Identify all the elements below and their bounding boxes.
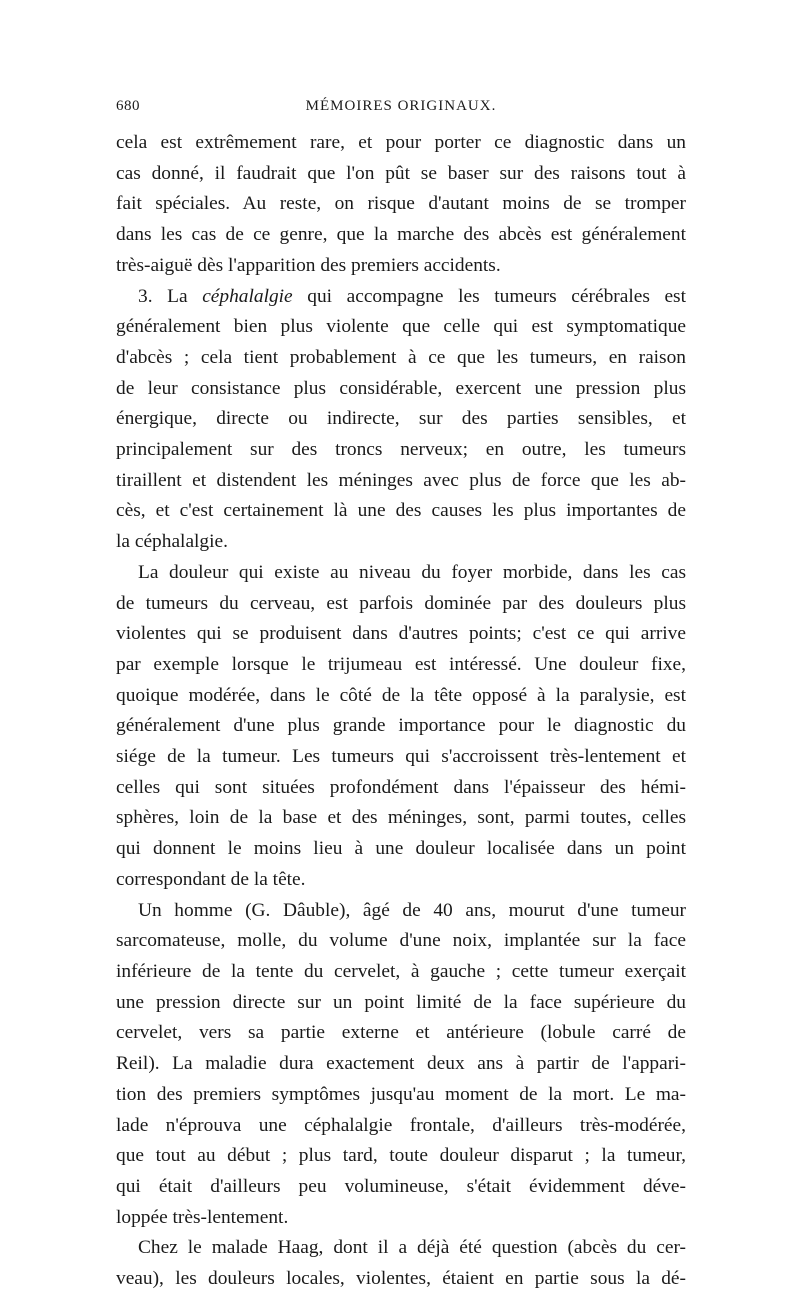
text-line: siége de la tumeur. Les tumeurs qui s'accroissent très-lentement et [116,746,686,768]
text-line: de tumeurs du cerveau, est parfois dominée par des douleurs plus [116,592,686,614]
text-line: d'abcès ; cela tient probablement à ce que les tumeurs, en raison [116,346,686,368]
text-line: correspondant de la tête. [116,868,306,890]
book-page [116,98,686,1295]
italic-term: céphalalgie [202,285,293,307]
text-line: cela est extrêmement rare, et pour porter ce diagnostic dans un [116,132,686,153]
text-line: loppée très-lentement. [116,1206,289,1228]
running-head: MÉMOIRES ORIGINAUX. [305,98,497,114]
paragraph [116,558,686,896]
paragraph-lead-rest: qui accompagne les tumeurs cérébrales est [292,285,686,307]
paragraph [116,1233,686,1294]
text-line: dans les cas de ce genre, que la marche des abcès est généralement [116,224,686,246]
text-line: très-aiguë dès l'apparition des premiers accidents. [116,254,501,276]
page-number: 680 [116,98,140,114]
text-line: celles qui sont situées profondément dans l'épaisseur des hémi- [116,776,686,798]
body-text [116,128,686,1295]
text-line: qui était d'ailleurs peu volumineuse, s'était évidemment déve- [116,1175,686,1197]
text-line: violentes qui se produisent dans d'autres points; c'est ce qui arrive [116,623,686,645]
text-line: cas donné, il faudrait que l'on pût se baser sur des raisons tout à [116,162,686,184]
page-header [116,98,686,128]
paragraph [116,282,686,558]
text-line [116,282,686,313]
text-line: tiraillent et distendent les méninges avec plus de force que les ab- [116,469,686,491]
text-line: par exemple lorsque le trijumeau est intéressé. Une douleur fixe, [116,653,686,675]
text-line: qui donnent le moins lieu à une douleur localisée dans un point [116,838,686,860]
text-line: que tout au début ; plus tard, toute douleur disparut ; la tumeur, [116,1145,686,1167]
text-line: de leur consistance plus considérable, exercent une pression plus [116,377,686,399]
text-line: généralement bien plus violente que celle qui est symptomatique [116,316,686,338]
text-line: veau), les douleurs locales, violentes, étaient en partie sous la dé- [116,1268,686,1290]
text-line: Reil). La maladie dura exactement deux ans à partir de l'appari- [116,1053,686,1075]
text-line: généralement d'une plus grande importance pour le diagnostic du [116,715,686,737]
text-line: tion des premiers symptômes jusqu'au moment de la mort. Le ma- [116,1083,686,1105]
paragraph-lead: 3. La [138,285,203,307]
text-line: La douleur qui existe au niveau du foyer morbide, dans les cas [138,561,686,583]
text-line: fait spéciales. Au reste, on risque d'autant moins de se tromper [116,193,686,215]
text-line: lade n'éprouva une céphalalgie frontale, d'ailleurs très-modérée, [116,1114,686,1136]
text-line: sarcomateuse, molle, du volume d'une noix, implantée sur la face [116,930,686,952]
text-line: la céphalalgie. [116,531,228,553]
text-line: Chez le malade Haag, dont il a déjà été question (abcès du cer- [138,1237,686,1259]
text-line: principalement sur des troncs nerveux; en outre, les tumeurs [116,439,686,461]
text-line: cervelet, vers sa partie externe et antérieure (lobule carré de [116,1022,686,1044]
text-line: Un homme (G. Dâuble), âgé de 40 ans, mourut d'une tumeur [138,899,686,921]
paragraph [116,128,686,282]
text-line: quoique modérée, dans le côté de la tête opposé à la paralysie, est [116,684,686,706]
text-line: sphères, loin de la base et des méninges, sont, parmi toutes, celles [116,807,686,829]
paragraph [116,896,686,1234]
text-line: une pression directe sur un point limité de la face supérieure du [116,991,686,1013]
text-line: cès, et c'est certainement là une des causes les plus importantes de [116,500,686,522]
text-line: énergique, directe ou indirecte, sur des parties sensibles, et [116,408,686,430]
text-line: inférieure de la tente du cervelet, à gauche ; cette tumeur exerçait [116,960,686,982]
